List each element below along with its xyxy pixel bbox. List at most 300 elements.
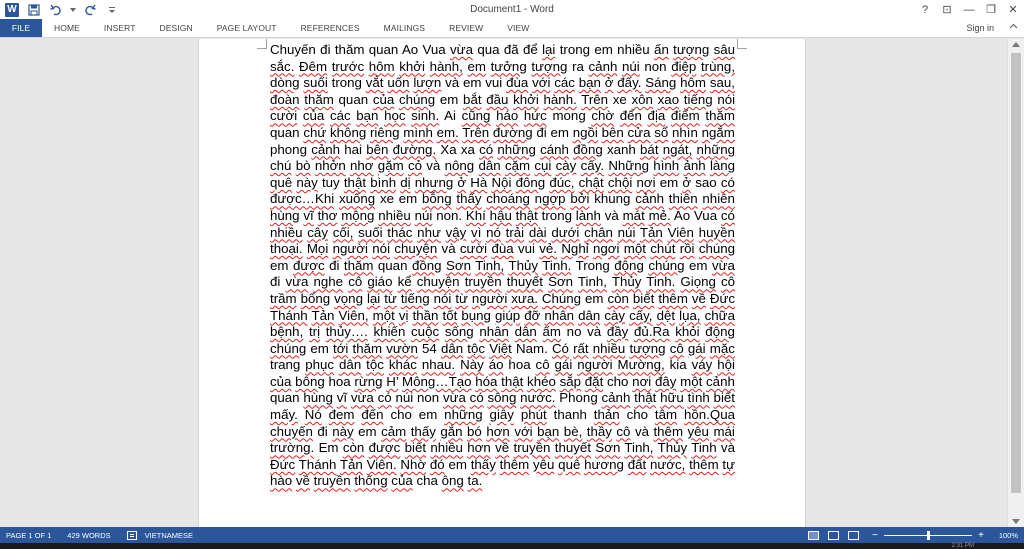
misspelled-word[interactable]: còn xyxy=(607,290,629,306)
minimize-button[interactable]: — xyxy=(963,3,975,16)
misspelled-word[interactable]: đoàn xyxy=(270,91,300,107)
word[interactable]: xe xyxy=(612,91,627,107)
misspelled-word[interactable]: này xyxy=(296,174,318,190)
restore-button[interactable]: ❐ xyxy=(986,4,996,16)
word[interactable]: Vua xyxy=(693,207,718,223)
misspelled-word[interactable]: xuống xyxy=(338,191,376,207)
misspelled-word[interactable]: cấy. xyxy=(580,158,605,174)
misspelled-word[interactable]: với xyxy=(514,423,533,439)
misspelled-word[interactable]: Sơn xyxy=(548,274,574,290)
misspelled-word[interactable]: được xyxy=(368,440,401,456)
misspelled-word[interactable]: có xyxy=(377,390,392,406)
misspelled-word[interactable]: Thánh xyxy=(298,456,337,472)
word[interactable]: em xyxy=(585,290,604,306)
misspelled-word[interactable]: Tinh, xyxy=(475,257,505,273)
word[interactable]: ra xyxy=(572,58,584,74)
misspelled-word[interactable]: có xyxy=(720,207,735,223)
misspelled-word[interactable]: như xyxy=(417,224,441,240)
misspelled-word[interactable]: về xyxy=(691,290,706,306)
scroll-down-arrow-icon[interactable] xyxy=(1012,519,1020,524)
misspelled-word[interactable]: nhiều xyxy=(592,340,626,356)
misspelled-word[interactable]: Giọng xyxy=(680,274,716,290)
misspelled-word[interactable]: vừa xyxy=(442,390,466,406)
word[interactable]: Trong xyxy=(575,257,610,273)
scrollbar-thumb[interactable] xyxy=(1011,53,1021,493)
collapse-ribbon-icon[interactable] xyxy=(1009,19,1018,38)
word[interactable]: nhiều xyxy=(617,42,650,57)
misspelled-word[interactable]: Nội xyxy=(491,174,512,190)
misspelled-word[interactable]: tình xyxy=(687,390,710,406)
misspelled-word[interactable]: giây xyxy=(489,407,514,423)
misspelled-word[interactable]: những xyxy=(696,141,736,157)
document-page[interactable] xyxy=(198,39,806,527)
word[interactable]: Phong xyxy=(559,390,598,406)
misspelled-word[interactable]: ở xyxy=(682,174,692,190)
zoom-slider[interactable] xyxy=(884,531,972,540)
word[interactable]: và xyxy=(445,75,460,91)
misspelled-word[interactable]: bông xyxy=(295,373,325,389)
misspelled-word[interactable]: đường. xyxy=(392,141,437,157)
misspelled-word[interactable]: lại xyxy=(366,290,381,306)
misspelled-word[interactable]: chứ xyxy=(303,124,327,140)
misspelled-word[interactable]: nhiều xyxy=(378,207,411,223)
word[interactable]: hoa xyxy=(328,373,351,389)
tab-home[interactable]: HOME xyxy=(54,23,80,33)
word[interactable]: Ao xyxy=(673,207,691,223)
misspelled-word[interactable]: khéo xyxy=(527,373,556,389)
misspelled-word[interactable]: bên xyxy=(601,124,624,140)
zoom-in-button[interactable]: + xyxy=(978,529,984,541)
word[interactable]: tuy xyxy=(321,174,340,190)
word[interactable]: đã xyxy=(503,42,519,57)
page-count[interactable]: PAGE 1 OF 1 xyxy=(6,530,52,540)
redo-icon[interactable] xyxy=(82,2,98,18)
word[interactable]: no xyxy=(566,324,582,340)
misspelled-word[interactable]: cảm xyxy=(381,423,407,439)
misspelled-word[interactable]: Tinh, xyxy=(624,440,654,456)
scroll-up-arrow-icon[interactable] xyxy=(1012,42,1020,47)
misspelled-word[interactable]: tượng xyxy=(629,340,666,356)
misspelled-word[interactable]: cảnh xyxy=(601,390,631,406)
misspelled-word[interactable]: uốn xyxy=(387,75,410,91)
misspelled-word[interactable]: Tản xyxy=(311,307,335,323)
misspelled-word[interactable]: đường xyxy=(492,124,533,140)
misspelled-word[interactable]: cây xyxy=(307,224,328,240)
word[interactable]: quan xyxy=(377,257,408,273)
misspelled-word[interactable]: ta. xyxy=(467,473,483,489)
misspelled-word[interactable]: chút xyxy=(650,241,676,257)
misspelled-word[interactable]: hành, xyxy=(429,58,463,74)
misspelled-word[interactable]: tộc xyxy=(467,340,486,356)
misspelled-word[interactable]: đó xyxy=(429,456,445,472)
word[interactable]: thăm xyxy=(334,42,365,57)
customize-icon[interactable] xyxy=(104,2,120,18)
misspelled-word[interactable]: truyền xyxy=(513,440,551,456)
misspelled-word[interactable]: đất xyxy=(627,456,647,472)
misspelled-word[interactable]: núi xyxy=(414,207,433,223)
misspelled-word[interactable]: Mông…Tạo xyxy=(402,373,472,389)
misspelled-word[interactable]: dị xyxy=(400,174,411,190)
misspelled-word[interactable]: dài xyxy=(528,224,547,240)
word[interactable]: cho xyxy=(626,407,649,423)
word[interactable]: 54 xyxy=(422,340,437,356)
misspelled-word[interactable]: các xyxy=(329,108,351,124)
misspelled-word[interactable]: núi xyxy=(622,58,640,74)
misspelled-word[interactable]: phút xyxy=(520,407,547,423)
misspelled-word[interactable]: động xyxy=(705,324,735,340)
misspelled-word[interactable]: hôm xyxy=(368,58,395,74)
misspelled-word[interactable]: Thủy xyxy=(611,274,642,290)
word[interactable]: cha xyxy=(416,473,438,489)
misspelled-word[interactable]: chật xyxy=(578,174,604,190)
misspelled-word[interactable]: khiến xyxy=(373,324,406,340)
word[interactable]: Xa xyxy=(440,141,457,157)
misspelled-word[interactable]: thấy xyxy=(410,423,436,439)
misspelled-word[interactable]: ấn xyxy=(654,42,669,57)
misspelled-word[interactable]: hức xyxy=(523,108,547,124)
misspelled-word[interactable]: trường. xyxy=(270,440,315,456)
misspelled-word[interactable]: huyền xyxy=(698,224,735,240)
misspelled-word[interactable]: người xyxy=(332,241,368,257)
misspelled-word[interactable]: rừng xyxy=(354,373,383,389)
misspelled-word[interactable]: bỗng xyxy=(422,191,452,207)
misspelled-word[interactable]: cô xyxy=(348,274,363,290)
misspelled-word[interactable]: Đức xyxy=(709,290,736,306)
misspelled-word[interactable]: Này xyxy=(460,357,484,373)
misspelled-word[interactable]: khởi xyxy=(399,58,425,74)
misspelled-word[interactable]: thản xyxy=(593,407,620,423)
misspelled-word[interactable]: chân xyxy=(584,224,613,240)
misspelled-word[interactable]: giáo xyxy=(367,274,393,290)
misspelled-word[interactable]: mẻ. xyxy=(648,207,671,223)
misspelled-word[interactable]: nói xyxy=(372,241,391,257)
misspelled-word[interactable]: thêm xyxy=(658,290,688,306)
misspelled-word[interactable]: cuộc xyxy=(411,324,440,340)
misspelled-word[interactable]: đùa xyxy=(491,241,514,257)
misspelled-word[interactable]: sông xyxy=(487,390,517,406)
misspelled-word[interactable]: thêm xyxy=(653,423,684,439)
web-layout-view-icon[interactable] xyxy=(848,531,859,540)
misspelled-word[interactable]: nói xyxy=(433,290,452,306)
word[interactable]: quan xyxy=(368,42,399,57)
misspelled-word[interactable]: Viên xyxy=(667,224,694,240)
misspelled-word[interactable]: bạn xyxy=(578,75,601,91)
misspelled-word[interactable]: bạn xyxy=(356,108,379,124)
word[interactable]: khung xyxy=(594,191,631,207)
misspelled-word[interactable]: núi xyxy=(617,224,636,240)
misspelled-word[interactable]: gái xyxy=(554,357,573,373)
misspelled-word[interactable]: cô xyxy=(535,357,550,373)
zoom-slider-knob[interactable] xyxy=(927,531,930,540)
misspelled-word[interactable]: bát xyxy=(640,141,659,157)
tab-page-layout[interactable]: PAGE LAYOUT xyxy=(216,23,277,33)
misspelled-word[interactable]: nơi xyxy=(632,373,652,389)
word[interactable]: quan xyxy=(270,390,300,406)
tab-design[interactable]: DESIGN xyxy=(159,23,193,33)
misspelled-word[interactable]: vắt xyxy=(365,75,384,91)
misspelled-word[interactable]: trước xyxy=(331,58,365,74)
misspelled-word[interactable]: một xyxy=(623,241,646,257)
misspelled-word[interactable]: tới xyxy=(333,340,349,356)
misspelled-word[interactable]: truyền xyxy=(313,473,351,489)
misspelled-word[interactable]: hậu xyxy=(489,207,512,223)
misspelled-word[interactable]: mái xyxy=(713,423,735,439)
misspelled-word[interactable]: vừa xyxy=(285,274,309,290)
help-button[interactable]: ? xyxy=(921,3,929,16)
misspelled-word[interactable]: ngắm xyxy=(701,124,735,140)
misspelled-word[interactable]: cặm xyxy=(504,158,531,174)
word[interactable]: xe xyxy=(379,191,394,207)
misspelled-word[interactable]: cày xyxy=(555,158,577,174)
tab-mailings[interactable]: MAILINGS xyxy=(383,23,426,33)
misspelled-word[interactable]: Sáng xyxy=(645,75,677,91)
misspelled-word[interactable]: tốt xyxy=(442,307,458,323)
misspelled-word[interactable]: cảnh xyxy=(635,191,665,207)
misspelled-word[interactable]: trị xyxy=(308,324,321,340)
misspelled-word[interactable]: xôn xyxy=(631,91,653,107)
misspelled-word[interactable]: suối xyxy=(303,75,328,91)
misspelled-word[interactable]: mặc xyxy=(709,340,735,356)
misspelled-word[interactable]: tự xyxy=(722,456,736,472)
misspelled-word[interactable]: vừa xyxy=(711,257,735,273)
misspelled-word[interactable]: thuyết xyxy=(554,440,592,456)
misspelled-word[interactable]: lại xyxy=(542,42,556,57)
misspelled-word[interactable]: đến xyxy=(361,407,384,423)
misspelled-word[interactable]: Tinh, xyxy=(577,274,607,290)
word[interactable]: Vua xyxy=(422,42,446,57)
zoom-out-button[interactable]: − xyxy=(872,529,878,541)
misspelled-word[interactable]: bó xyxy=(467,423,482,439)
misspelled-word[interactable]: Sơn xyxy=(445,257,471,273)
misspelled-word[interactable]: ở xyxy=(457,174,467,190)
misspelled-word[interactable]: thêm xyxy=(499,456,530,472)
misspelled-word[interactable]: hôm xyxy=(680,75,706,91)
misspelled-word[interactable]: cảnh xyxy=(311,141,341,157)
misspelled-word[interactable]: dân xyxy=(514,324,537,340)
misspelled-word[interactable]: thống xyxy=(354,473,388,489)
misspelled-word[interactable]: Tản xyxy=(639,224,663,240)
misspelled-word[interactable]: Tinh. xyxy=(542,257,572,273)
misspelled-word[interactable]: nông xyxy=(444,158,475,174)
misspelled-word[interactable]: tiếng xyxy=(400,290,430,306)
misspelled-word[interactable]: Hà xyxy=(470,174,488,190)
misspelled-word[interactable]: sắp xyxy=(559,373,582,389)
misspelled-word[interactable]: thật xyxy=(515,207,538,223)
misspelled-word[interactable]: cảnh xyxy=(706,373,735,389)
misspelled-word[interactable]: vậy xyxy=(445,224,467,240)
misspelled-word[interactable]: Tinh xyxy=(691,440,717,456)
misspelled-word[interactable]: ngơi xyxy=(593,241,620,257)
misspelled-word[interactable]: cũng xyxy=(461,108,491,124)
misspelled-word[interactable]: lành xyxy=(575,207,601,223)
misspelled-word[interactable]: vĩ xyxy=(336,390,348,406)
misspelled-word[interactable]: tâm xyxy=(654,407,678,423)
misspelled-word[interactable]: thuyết xyxy=(506,274,543,290)
misspelled-word[interactable]: khởi xyxy=(513,91,539,107)
word[interactable]: em xyxy=(310,340,329,356)
misspelled-word[interactable]: làng xyxy=(709,158,736,174)
misspelled-word[interactable]: bổng xyxy=(300,290,331,306)
misspelled-word[interactable]: ngợp xyxy=(534,191,566,207)
proofing-icon[interactable] xyxy=(127,531,137,540)
word-count[interactable]: 429 WORDS xyxy=(67,530,111,540)
word[interactable]: đi xyxy=(320,42,331,57)
word[interactable]: non xyxy=(416,390,440,406)
misspelled-word[interactable]: tưởng xyxy=(490,58,527,74)
misspelled-word[interactable]: hồn.Qua xyxy=(683,407,735,423)
misspelled-word[interactable]: lụa, xyxy=(679,307,701,323)
misspelled-word[interactable]: dân xyxy=(578,307,601,323)
misspelled-word[interactable]: đầu xyxy=(486,91,509,107)
misspelled-word[interactable]: này xyxy=(332,423,354,439)
word[interactable]: trong xyxy=(559,42,591,57)
word[interactable]: em xyxy=(550,124,569,140)
word[interactable]: xa xyxy=(460,141,475,157)
misspelled-word[interactable]: rồi xyxy=(679,241,695,257)
misspelled-word[interactable]: chú xyxy=(270,158,292,174)
misspelled-word[interactable]: Trên xyxy=(462,124,490,140)
word[interactable]: và xyxy=(720,440,735,456)
misspelled-word[interactable]: nhìn xyxy=(671,124,698,140)
misspelled-word[interactable]: gặm xyxy=(377,158,404,174)
misspelled-word[interactable]: những xyxy=(444,407,483,423)
misspelled-word[interactable]: gắn xyxy=(440,423,463,439)
misspelled-word[interactable]: điểm xyxy=(670,108,700,124)
misspelled-word[interactable]: bệnh, xyxy=(270,324,304,340)
misspelled-word[interactable]: thăm xyxy=(343,257,374,273)
misspelled-word[interactable]: thật xyxy=(634,390,657,406)
word[interactable]: trang xyxy=(270,357,301,373)
misspelled-word[interactable]: thiên xyxy=(668,191,698,207)
misspelled-word[interactable]: thơ xyxy=(317,207,338,223)
misspelled-word[interactable]: nghe xyxy=(313,274,344,290)
misspelled-word[interactable]: sâu xyxy=(713,42,736,57)
misspelled-word[interactable]: cánh xyxy=(540,141,569,157)
misspelled-word[interactable]: trùng, xyxy=(700,58,735,74)
misspelled-word[interactable]: sinh. xyxy=(411,108,440,124)
misspelled-word[interactable]: hào xyxy=(270,473,293,489)
misspelled-word[interactable]: người xyxy=(471,290,508,306)
misspelled-word[interactable]: với xyxy=(532,75,551,91)
misspelled-word[interactable]: cười xyxy=(459,241,488,257)
misspelled-word[interactable]: đồng xyxy=(411,257,442,273)
word[interactable]: cho xyxy=(390,407,412,423)
misspelled-word[interactable]: có xyxy=(720,174,735,190)
word[interactable]: em xyxy=(594,42,613,57)
misspelled-word[interactable]: đỡ xyxy=(524,307,541,323)
misspelled-word[interactable]: tượng xyxy=(531,58,568,74)
misspelled-word[interactable]: trải xyxy=(505,224,525,240)
misspelled-word[interactable]: bè, xyxy=(563,423,583,439)
misspelled-word[interactable]: cửa xyxy=(627,124,651,140)
misspelled-word[interactable]: động xyxy=(614,257,644,273)
misspelled-word[interactable]: cảnh xyxy=(588,58,618,74)
misspelled-word[interactable]: H’ xyxy=(386,373,399,389)
misspelled-word[interactable]: khác xyxy=(388,357,417,373)
misspelled-word[interactable]: nhưng xyxy=(414,174,454,190)
misspelled-word[interactable]: cối, xyxy=(332,224,354,240)
misspelled-word[interactable]: chội xyxy=(607,174,633,190)
misspelled-word[interactable]: sổ xyxy=(654,124,669,140)
misspelled-word[interactable]: vọng xyxy=(334,290,363,306)
word-app-icon[interactable] xyxy=(4,2,20,18)
misspelled-word[interactable]: Tản xyxy=(339,456,363,472)
misspelled-word[interactable]: nước. xyxy=(520,390,556,406)
misspelled-word[interactable]: đến xyxy=(619,108,642,124)
misspelled-word[interactable]: chuyện xyxy=(394,241,438,257)
word[interactable]: phong xyxy=(270,141,307,157)
word[interactable]: em xyxy=(659,174,679,190)
misspelled-word[interactable]: háo xyxy=(496,108,519,124)
word[interactable]: và xyxy=(587,324,602,340)
word[interactable]: em xyxy=(448,456,467,472)
misspelled-word[interactable]: mấy. xyxy=(270,407,298,423)
sign-in-link[interactable]: Sign in xyxy=(966,23,994,33)
misspelled-word[interactable]: vị xyxy=(398,307,409,323)
misspelled-word[interactable]: Viên. xyxy=(366,456,397,472)
misspelled-word[interactable]: hữu xyxy=(660,390,684,406)
misspelled-word[interactable]: nhởn xyxy=(314,158,346,174)
misspelled-word[interactable]: vừa xyxy=(350,390,374,406)
misspelled-word[interactable]: nước, xyxy=(649,456,686,472)
misspelled-word[interactable]: dưới xyxy=(551,224,580,240)
word[interactable]: xanh xyxy=(606,141,636,157)
misspelled-word[interactable]: có xyxy=(479,141,494,157)
word[interactable]: trong xyxy=(541,207,572,223)
misspelled-word[interactable]: vẻ. xyxy=(539,241,558,257)
misspelled-word[interactable]: thêm xyxy=(689,456,719,472)
misspelled-word[interactable]: mộng xyxy=(341,207,375,223)
misspelled-word[interactable]: học xyxy=(384,108,406,124)
misspelled-word[interactable]: xưa. xyxy=(511,290,538,306)
word[interactable]: và xyxy=(634,423,649,439)
misspelled-word[interactable]: ông xyxy=(441,473,464,489)
misspelled-word[interactable]: biết xyxy=(713,390,735,406)
misspelled-word[interactable]: hơn xyxy=(467,440,491,456)
misspelled-word[interactable]: Mọi xyxy=(306,241,329,257)
word[interactable]: và xyxy=(441,241,456,257)
misspelled-word[interactable]: Những xyxy=(608,158,650,174)
misspelled-word[interactable]: địa xyxy=(647,108,666,124)
misspelled-word[interactable]: chữa xyxy=(704,307,735,323)
misspelled-word[interactable]: hội xyxy=(717,357,735,373)
word[interactable]: em xyxy=(418,407,438,423)
word[interactable]: đi xyxy=(317,423,328,439)
word[interactable]: quan xyxy=(270,124,300,140)
misspelled-word[interactable]: thăm xyxy=(304,91,334,107)
misspelled-word[interactable]: kể xyxy=(397,274,412,290)
misspelled-word[interactable]: bạn xyxy=(537,423,560,439)
misspelled-word[interactable]: thật xyxy=(343,174,367,190)
misspelled-word[interactable]: mát xyxy=(622,207,645,223)
misspelled-word[interactable]: lượn xyxy=(413,75,442,91)
misspelled-word[interactable]: điệp xyxy=(671,58,697,74)
misspelled-word[interactable]: tiếng xyxy=(683,91,713,107)
misspelled-word[interactable]: hành. xyxy=(543,91,577,107)
word[interactable]: và xyxy=(426,158,441,174)
misspelled-word[interactable]: đặt xyxy=(584,373,604,389)
word[interactable]: để xyxy=(522,42,538,57)
misspelled-word[interactable]: bên xyxy=(366,141,389,157)
misspelled-word[interactable]: xao xyxy=(657,91,680,107)
misspelled-word[interactable]: những xyxy=(497,141,536,157)
misspelled-word[interactable]: chúng xyxy=(270,340,307,356)
misspelled-word[interactable]: nhiều xyxy=(270,224,303,240)
word[interactable]: và xyxy=(604,207,619,223)
misspelled-word[interactable]: hương xyxy=(584,456,624,472)
misspelled-word[interactable]: dệt xyxy=(656,307,676,323)
misspelled-word[interactable]: mình xyxy=(403,124,433,140)
